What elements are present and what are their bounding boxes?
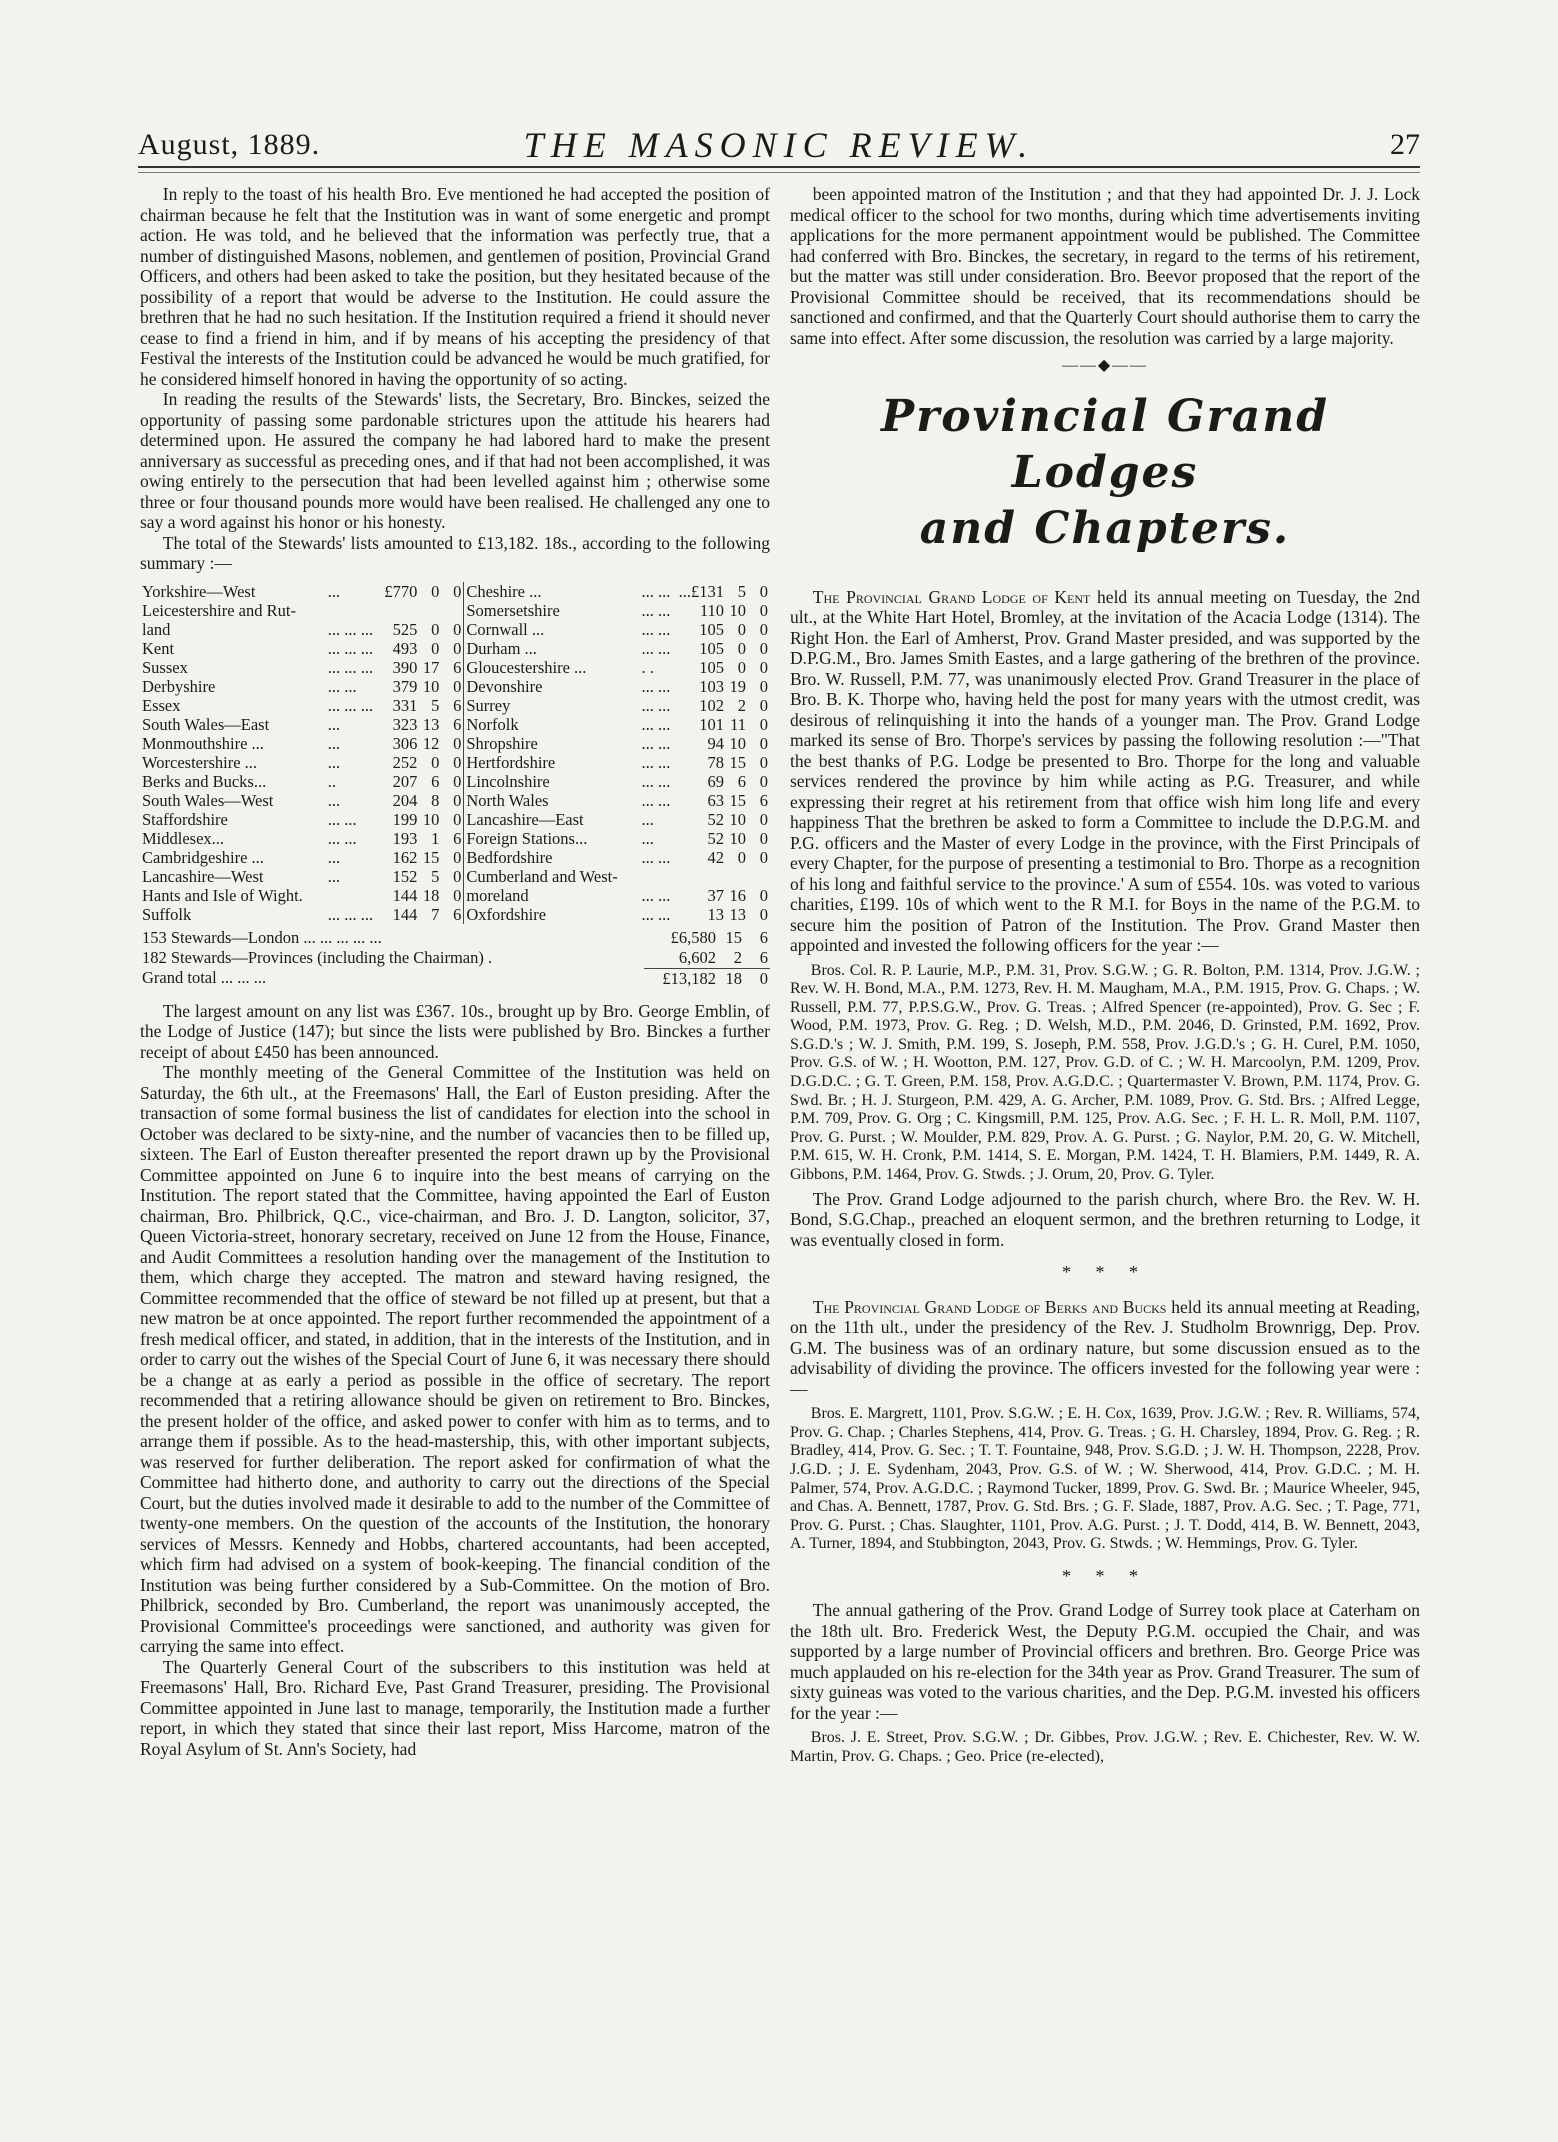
left-shillings: 1 — [431, 828, 440, 848]
right-pence: 0 — [759, 904, 768, 924]
right-pence: 0 — [759, 847, 768, 867]
right-shillings: 15 — [729, 752, 746, 772]
left-shillings: 12 — [422, 733, 440, 753]
right-county-name: Foreign Stations... — [466, 828, 588, 848]
right-leader-dots: ... ... — [641, 771, 671, 791]
left-pounds: 331 — [392, 695, 418, 715]
right-pounds: 63 — [707, 790, 724, 810]
right-pence: 0 — [759, 809, 768, 829]
table-row — [140, 601, 770, 620]
paragraph-quarterly-court: The Quarterly General Court of the subscribers to this institution was held at Freemasons' Hall, Bro. Richard Eve, Past Grand Treasurer, presiding. The Provisional Committee appointed in June last to manage, temporarily, the Institution made a further report, in which they stated that since their last report, Miss Harcome, matron of the Royal Asylum of St. Ann's Society, had — [140, 1656, 770, 1759]
right-pounds: 101 — [699, 714, 724, 734]
left-shillings: 0 — [431, 619, 440, 639]
right-shillings: 10 — [729, 828, 746, 848]
left-county-name: Leicestershire and Rut- — [142, 600, 296, 620]
left-county-name: Essex — [142, 695, 181, 715]
left-leader-dots: ... — [327, 714, 341, 734]
left-pence: 0 — [441, 772, 464, 791]
right-county-name: moreland — [466, 885, 529, 905]
left-leader-dots: ... ... ... — [327, 638, 374, 658]
table-row — [140, 810, 770, 829]
left-shillings: 17 — [422, 657, 440, 677]
paragraph-continuation: been appointed matron of the Institution ; and that they had appointed Dr. J. J. Lock medical officer to the school for two months, during which time advertisements inviting applications for the more permanent appointment would be published. The Committee had conferred with Bro. Binckes, the secretary, in regard to the terms of his retirement, but the matter was still under consideration. Bro. Beevor proposed that the report of the Provisional Committee should be received, that its recommendations should be sanctioned and confirmed, and that the Quarterly Court should authorise them to carry the same into effect. After some discussion, the resolution was carried by a large majority. — [790, 184, 1420, 348]
right-shillings: 10 — [729, 733, 746, 753]
paragraph-largest-amount: The largest amount on any list was £367. 10s., brought up by Bro. George Emblin, of the Lodge of Justice (147); but since the lists were published by Bro. Binckes a further receipt of about £450 has been announced. — [140, 1000, 770, 1062]
right-leader-dots: ... ... — [641, 733, 671, 753]
left-shillings: 18 — [422, 885, 440, 905]
left-pence — [441, 601, 464, 620]
left-shillings: 6 — [431, 771, 440, 791]
right-county-name: Lincolnshire — [466, 771, 550, 791]
left-pence: 0 — [441, 886, 464, 905]
right-pounds: 78 — [707, 752, 724, 772]
summary-table-body — [140, 582, 770, 924]
kent-officers-list: Bros. Col. R. P. Laurie, M.P., P.M. 31, Prov. S.G.W. ; G. R. Bolton, P.M. 1314, Prov. J.G.W. ; Rev. W. H. Bond, M.A., P.M. 1273, Rev. H. M. Maugham, M.A., P.M. 1915, Prov. G. Chaps. ; W. Russell, P.M. 77, P.P.S.G.W., Prov. G. Treas. ; Alfred Spencer (re-appointed), Prov. G. Sec ; F. Wood, P.M. 1973, Prov. G. Reg. ; D. Welsh, M.D., P.M. 2046, D. Grinsted, P.M. 1692, Prov. S.G.D.'s ; W. J. Smith, P.M. 199, S. Joseph, P.M. 558, Prov. J.G.D.'s ; G. H. Curel, P.M. 1050, Prov. G.S. of W. ; H. Wootton, P.M. 127, Prov. G.D. of C. ; W. H. Marcoolyn, P.M. 1209, Prov. D.G.D.C. ; G. T. Green, P.M. 158, Prov. A.G.D.C. ; Quartermaster V. Brown, P.M. 1174, Prov. G. Swd. Br. ; H. J. Sturgeon, P.M. 429, A. G. Archer, P.M. 1089, Prov. G. Std. Brs. ; Alfred Legge, P.M. 709, Prov. G. Org ; C. Kingsmill, P.M. 125, Prov. A.G. Sec. ; F. H. L. R. Moll, P.M. 1107, Prov. G. Purst. ; W. Moulder, P.M. 829, Prov. A. G. Purst. ; G. Naylor, P.M. 20, G. W. Mitchell, P.M. 615, W. H. Cronk, P.M. 1414, S. E. Morgan, P.M. 1424, T. H. Blamiers, P.M. 1449, R. A. Gibbons, P.M. 1464, Prov. G. Stwds. ; J. Orum, 20, Prov. G. Tyler. — [790, 961, 1420, 1184]
left-county-name: Staffordshire — [142, 809, 228, 829]
table-row — [140, 734, 770, 753]
left-pounds — [381, 601, 419, 620]
right-leader-dots: ... ... — [641, 581, 671, 601]
left-county-name: Derbyshire — [142, 676, 216, 696]
left-leader-dots: ... ... ... — [327, 619, 374, 639]
right-leader-dots: ... ... — [641, 790, 671, 810]
right-county-name: Shropshire — [466, 733, 538, 753]
table-row — [140, 696, 770, 715]
right-pence: 0 — [759, 714, 768, 734]
total-label: 182 Stewards—Provinces (including the Chairman) . — [142, 947, 493, 967]
right-leader-dots: ... ... — [641, 600, 671, 620]
right-county-name: Hertfordshire — [466, 752, 556, 772]
right-leader-dots: ... ... — [641, 847, 671, 867]
right-shillings: 2 — [737, 695, 746, 715]
left-pounds: 525 — [392, 619, 418, 639]
right-pounds: 102 — [699, 695, 724, 715]
left-pence: 6 — [441, 715, 464, 734]
right-leader-dots: ... ... — [641, 904, 671, 924]
section-separator: * * * — [1062, 1262, 1148, 1283]
right-shillings — [726, 867, 748, 886]
right-county-name: Devonshire — [466, 676, 543, 696]
left-pounds: 252 — [392, 752, 418, 772]
right-pence: 0 — [759, 733, 768, 753]
left-pounds: 207 — [392, 771, 418, 791]
table-row — [140, 829, 770, 848]
right-pence: 0 — [759, 885, 768, 905]
right-leader-dots: ... ... — [641, 885, 671, 905]
left-shillings: 5 — [431, 695, 440, 715]
left-county-name: Monmouthshire ... — [142, 733, 264, 753]
left-shillings — [419, 601, 441, 620]
left-shillings: 15 — [422, 847, 440, 867]
left-leader-dots — [326, 886, 382, 905]
right-shillings: 13 — [729, 904, 746, 924]
left-pence: 0 — [441, 867, 464, 886]
left-pence: 6 — [441, 829, 464, 848]
table-row — [140, 582, 770, 601]
right-pence: 0 — [759, 619, 768, 639]
left-county-name: South Wales—East — [142, 714, 270, 734]
right-county-name: Cumberland and West- — [466, 866, 618, 886]
right-leader-dots: ... ... — [641, 714, 671, 734]
left-pence: 0 — [441, 753, 464, 772]
right-pence: 0 — [759, 676, 768, 696]
left-county-name: Middlesex... — [142, 828, 225, 848]
left-leader-dots: .. — [327, 771, 336, 791]
left-leader-dots: ... ... ... — [327, 657, 374, 677]
right-leader-dots: ... ... — [641, 752, 671, 772]
right-pence: 6 — [759, 790, 768, 810]
left-pence: 6 — [441, 905, 464, 924]
left-county-name: land — [142, 619, 171, 639]
left-pence: 0 — [441, 582, 464, 601]
left-pence: 0 — [441, 620, 464, 639]
right-pounds: 42 — [707, 847, 724, 867]
left-leader-dots: ... ... — [327, 828, 357, 848]
left-shillings: 10 — [422, 676, 440, 696]
right-shillings: 16 — [729, 885, 746, 905]
left-pounds: 323 — [392, 714, 418, 734]
left-pounds: £770 — [384, 581, 418, 601]
right-pence: 0 — [759, 752, 768, 772]
right-pence: 0 — [759, 771, 768, 791]
kent-lead: The Provincial Grand Lodge of Kent — [812, 586, 1091, 607]
table-row — [140, 791, 770, 810]
right-shillings: 11 — [730, 714, 746, 734]
right-pence: 0 — [759, 695, 768, 715]
table-row — [140, 715, 770, 734]
right-shillings: 5 — [737, 581, 746, 601]
left-county-name: Sussex — [142, 657, 188, 677]
right-pounds: 105 — [699, 619, 724, 639]
left-pence: 0 — [441, 734, 464, 753]
right-pence — [748, 867, 770, 886]
table-row — [140, 753, 770, 772]
left-leader-dots: ... ... ... — [327, 904, 374, 924]
right-pounds: 94 — [707, 733, 724, 753]
table-row — [140, 772, 770, 791]
berks-body: held its annual meeting at Reading, on the 11th ult., under the presidency of the Rev. J. Studholm Brownrigg, Dep. Prov. G.M. The business was of an ordinary nature, but some discussion ensued as to the advisability of dividing the province. The officers invested for the following year were :— — [790, 1296, 1420, 1399]
right-leader-dots: ... — [641, 809, 654, 829]
right-county-name: North Wales — [466, 790, 549, 810]
page-number: 27 — [1390, 128, 1420, 161]
left-county-name: Worcestershire ... — [142, 752, 258, 772]
left-county-name: Kent — [142, 638, 175, 658]
left-leader-dots: ... ... ... — [327, 695, 374, 715]
left-pence: 0 — [441, 639, 464, 658]
section-ornament: ——◆—— — [1061, 357, 1149, 374]
right-leader-dots: . . — [641, 657, 654, 677]
paragraph-surrey: The annual gathering of the Prov. Grand Lodge of Surrey took place at Caterham on the 18th ult. Bro. Frederick West, the Deputy P.G.M. occupied the Chair, and was supported by a large number of Provincial officers and brethren. Bro. George Price was much applauded on his re-election for the 34th year as Prov. Grand Treasurer. The sum of sixty guineas was voted to the various charities, and the Dep. P.G.M. invested his officers for the year :— — [790, 1600, 1420, 1723]
right-pounds — [677, 867, 726, 886]
right-pounds: 52 — [707, 828, 724, 848]
left-pounds: 306 — [392, 733, 418, 753]
total-label: 153 Stewards—London ... ... ... ... ... — [142, 927, 382, 947]
total-pounds: 6,602 — [678, 947, 716, 967]
right-leader-dots: ... ... — [641, 676, 671, 696]
right-column — [790, 184, 1420, 2104]
header-rule-thin — [138, 172, 1420, 173]
table-row — [140, 658, 770, 677]
grand-total-pounds: £13,182 — [644, 968, 718, 989]
paragraph-toast-reply: In reply to the toast of his health Bro. Eve mentioned he had accepted the position of chairman because he felt that the Institution was in want of some energetic and prompt action. He was told, and he believed that the information was perfectly true, that a number of distinguished Masons, noblemen, and gentlemen of position, Provincial Grand Officers, and others had been asked to take the position, but they hesitated because of the possibility of a report that would be adverse to the Institution. He could assure the brethren that he had no such hesitation. If the Institution required a friend it should never cease to find a friend in him, and if by means of his accepting the presidency of that Festival the interests of the Institution could be advanced he would be much gratified, for he considered himself honored in having the opportunity of so acting. — [140, 184, 770, 389]
left-shillings: 0 — [431, 638, 440, 658]
right-shillings: 0 — [737, 619, 746, 639]
total-pence: 6 — [759, 947, 768, 967]
left-pence: 0 — [441, 677, 464, 696]
left-pence: 6 — [441, 658, 464, 677]
left-pounds: 144 — [392, 885, 418, 905]
grand-total-pence: 0 — [744, 968, 770, 989]
left-county-name: Suffolk — [142, 904, 192, 924]
right-county-name: Somersetshire — [466, 600, 560, 620]
publication-title: THE MASONIC REVIEW. — [523, 125, 1035, 165]
section-title-line-2: and Chapters. — [919, 502, 1291, 554]
header-rule — [138, 166, 1420, 168]
right-pounds: 103 — [699, 676, 724, 696]
paragraph-kent — [790, 587, 1420, 956]
table-row — [140, 677, 770, 696]
section-title-line-1: Provincial Grand Lodges — [881, 390, 1329, 498]
left-county-name: Cambridgeshire ... — [142, 847, 264, 867]
surrey-officers-list: Bros. J. E. Street, Prov. S.G.W. ; Dr. Gibbes, Prov. J.G.W. ; Rev. E. Chichester, Rev. W. W. Martin, Prov. G. Chaps. ; Geo. Price (re-elected), — [790, 1729, 1420, 1765]
right-leader-dots: ... — [641, 828, 654, 848]
left-leader-dots: ... — [327, 866, 341, 886]
left-pounds: 204 — [392, 790, 418, 810]
left-pounds: 152 — [392, 866, 418, 886]
left-leader-dots — [326, 601, 382, 620]
left-column — [140, 184, 770, 2104]
table-row — [140, 867, 770, 886]
right-shillings: 0 — [737, 638, 746, 658]
table-row — [140, 886, 770, 905]
right-county-name: Surrey — [466, 695, 511, 715]
right-shillings: 0 — [737, 657, 746, 677]
right-pence: 0 — [759, 828, 768, 848]
right-shillings: 19 — [729, 676, 746, 696]
left-leader-dots: ... — [327, 847, 341, 867]
left-county-name: Hants and Isle of Wight. — [142, 885, 303, 905]
page-header — [138, 122, 1420, 166]
left-pounds: 379 — [392, 676, 418, 696]
left-shillings: 10 — [422, 809, 440, 829]
paragraph-stewards-lists: In reading the results of the Stewards' lists, the Secretary, Bro. Binckes, seized the opportunity of passing some pardonable strictures upon the attitude his hearers had determined upon. He assured the company he had labored hard to make the present anniversary as successful as preceding ones, and if that had not been accomplished, it was owing entirely to the persecution that had been levelled against him ; otherwise some three or four thousand pounds more would have been realised. He challenged any one to say a word against his honor or his honesty. — [140, 389, 770, 532]
right-leader-dots: ... ... — [641, 695, 671, 715]
issue-date: August, 1889. — [138, 128, 321, 161]
section-title — [790, 389, 1420, 557]
paragraph-kent-adjourned: The Prov. Grand Lodge adjourned to the parish church, where Bro. the Rev. W. H. Bond, S.G.Chap., preached an eloquent sermon, and the brethren returning to Lodge, it was eventually closed in form. — [790, 1188, 1420, 1250]
left-shillings: 0 — [431, 752, 440, 772]
left-pence: 0 — [441, 810, 464, 829]
table-row — [140, 639, 770, 658]
left-pounds: 493 — [392, 638, 418, 658]
left-pence: 6 — [441, 696, 464, 715]
right-pence: 0 — [759, 600, 768, 620]
left-pence: 0 — [441, 848, 464, 867]
right-shillings: 10 — [729, 600, 746, 620]
left-pounds: 193 — [392, 828, 418, 848]
right-shillings: 15 — [729, 790, 746, 810]
total-shillings: 15 — [725, 927, 742, 947]
right-pounds: 37 — [707, 885, 724, 905]
paragraph-berks-bucks — [790, 1297, 1420, 1400]
right-pounds: 69 — [707, 771, 724, 791]
left-pounds: 162 — [392, 847, 418, 867]
left-pence: 0 — [441, 791, 464, 810]
right-pence: 0 — [759, 657, 768, 677]
right-county-name: Bedfordshire — [466, 847, 553, 867]
left-shillings: 7 — [431, 904, 440, 924]
paragraph-summary-intro: The total of the Stewards' lists amounted to £13,182. 18s., according to the following summary :— — [140, 532, 770, 573]
table-row — [140, 905, 770, 924]
left-shillings: 13 — [422, 714, 440, 734]
kent-body: held its annual meeting on Tuesday, the 2nd ult., at the White Hart Hotel, Bromley, at the invitation of the Acacia Lodge (1314). The Right Hon. the Earl of Amherst, Prov. Grand Master presided, and was supported by the D.P.G.M., Bro. James Smith Eastes, and a large gathering of the brethren of the province. Bro. W. Russell, P.M. 77, was unanimously elected Prov. Grand Treasurer in the place of Bro. B. K. Thorpe who, having held the post for many years with the utmost credit, was desirous of relinquishing it into the hands of a younger man. The Prov. Grand Lodge marked its sense of Bro. Thorpe's services by passing the following resolution :—"That the best thanks of P.G. Lodge be presented to Bro. Thorpe for the long and valuable services rendered the province by him while acting as P.G. Treasurer, and while expressing their regret at his retirement from that office wish him long life and every happiness That the brethren be asked to form a Committee to include the D.P.G.M. and P.G. officers and the Master of every Lodge in the province, with the First Principals of every Chapter, for the purpose of presenting a testimonial to Bro. Thorpe as a recognition of his long and faithful service to the province.' A sum of £554. 10s. was voted to various charities, £199. 10s of which went to the R M.I. for Boys in the name of the P.G.M. to secure him the position of Patron of the Institution. The Prov. Grand Master then appointed and invested the following officers for the year :— — [790, 586, 1420, 955]
right-pounds: ...£131 — [678, 581, 724, 601]
right-shillings: 0 — [737, 847, 746, 867]
right-county-name: Lancashire—East — [466, 809, 584, 829]
right-pence: 0 — [759, 638, 768, 658]
stewards-totals — [140, 928, 770, 989]
left-county-name: Berks and Bucks... — [142, 771, 267, 791]
total-row-provinces — [140, 948, 770, 969]
total-pence: 6 — [759, 927, 768, 947]
paragraph-general-committee: The monthly meeting of the General Committee of the Institution was held on Saturday, the 6th ult., at the Freemasons' Hall, the Earl of Euston presiding. After the transaction of some formal business the list of candidates for election into the school in October was declared to be sixty-nine, and the number of vacancies then to be filled up, sixteen. The Earl of Euston thereafter presented the report drawn up by the Provisional Committee appointed on June 6 to inquire into the best means of carrying on the Institution. The report stated that the Committee, having appointed the Earl of Euston chairman, Bro. Philbrick, Q.C., vice-chairman, and Bro. J. D. Langton, solicitor, 37, Queen Victoria-street, honorary secretary, received on June 12 from the House, Finance, and Audit Committees a resolution handing over the management of the Institution to them, which charge they accepted. The matron and steward having resigned, the Committee recommended that the office of steward be not filled up at present, but that a new matron be at once appointed. The report further recommended the appointment of a fresh medical officer, and stated, in addition, that in the interests of the Institution, and in order to carry out the wishes of the Special Court of June 6, it was necessary there should be a change at as early a period as possible in the office of secretary. The report recommended that a retiring allowance should be given on retirement to Bro. Binckes, the present holder of the office, and asked power to confer with him as to terms, and to arrange them if possible. As to the head-mastership, this, with other important subjects, was reserved for further deliberation. The report asked for confirmation of what the Committee had hitherto done, and authority to carry out the directions of the Special Court, but the duties involved made it desirable to add to the number of the Committee of twenty-one members. On the question of the accounts of the Institution, the honorary services of Messrs. Kennedy and Hobbs, chartered accountants, had been accepted, which firm had advised on a system of book-keeping. The financial condition of the Institution was being further considered by a Sub-Committee. On the motion of Bro. Philbrick, seconded by Bro. Cumberland, the report was unanimously accepted, the Provisional Committee's proceedings were sanctioned, and authority was given for carrying the same into effect. — [140, 1062, 770, 1656]
right-leader-dots: ... ... — [641, 638, 671, 658]
left-pounds: 199 — [392, 809, 418, 829]
right-shillings: 10 — [729, 809, 746, 829]
berks-lead: The Provincial Grand Lodge of Berks and Bucks — [812, 1296, 1167, 1317]
grand-total-row — [140, 968, 770, 989]
table-row — [140, 620, 770, 639]
left-leader-dots: ... ... — [327, 809, 357, 829]
right-county-name: Cheshire ... — [466, 581, 542, 601]
right-county-name: Cornwall ... — [466, 619, 545, 639]
right-shillings: 6 — [737, 771, 746, 791]
left-county-name: Lancashire—West — [142, 866, 264, 886]
right-county-name: Oxfordshire — [466, 904, 547, 924]
table-row — [140, 848, 770, 867]
left-leader-dots: ... ... — [327, 676, 357, 696]
right-county-name: Gloucestershire ... — [466, 657, 587, 677]
stewards-summary-table — [140, 582, 770, 924]
total-row-london — [140, 928, 770, 948]
left-shillings: 5 — [431, 866, 440, 886]
right-leader-dots: ... ... — [641, 619, 671, 639]
right-pence: 0 — [759, 581, 768, 601]
total-shillings: 2 — [733, 947, 742, 967]
left-leader-dots: ... — [327, 752, 341, 772]
left-leader-dots: ... — [327, 733, 341, 753]
left-leader-dots: ... — [327, 790, 341, 810]
left-leader-dots: ... — [327, 581, 341, 601]
right-pounds: 13 — [707, 904, 724, 924]
left-county-name: Yorkshire—West — [142, 581, 256, 601]
left-shillings: 8 — [431, 790, 440, 810]
grand-total-label: Grand total ... ... ... — [142, 968, 267, 988]
right-pounds: 105 — [699, 657, 724, 677]
berks-officers-list: Bros. E. Margrett, 1101, Prov. S.G.W. ; E. H. Cox, 1639, Prov. J.G.W. ; Rev. R. Williams, 574, Prov. G. Chap. ; Charles Stephens, 414, Prov. G. Treas. ; G. H. Charsley, 1894, Prov. G. Reg. ; R. Bradley, 414, Prov. G. Sec. ; T. T. Fountaine, 948, Prov. S.G.D. ; J. W. H. Thompson, 2228, Prov. J.G.D. ; J. E. Sydenham, 2043, Prov. G.S. of W. ; W. Sherwood, 414, Prov. G.D.C. ; M. H. Palmer, 574, Prov. A.G.D.C. ; Raymond Tucker, 1899, Prov. G. Swd. Br. ; Maurice Wheeler, 945, and Chas. A. Bennett, 1787, Prov. G. Std. Brs. ; G. F. Slade, 1887, Prov. A.G. Sec. ; T. Page, 771, Prov. G. Purst. ; Chas. Slaughter, 1101, Prov. A.G. Purst. ; J. T. Dodd, 414, B. W. Bennett, 2043, A. Turner, 1894, and Stubbington, 2043, Prov. G. Stwds. ; W. Hemmings, Prov. G. Tyler. — [790, 1405, 1420, 1553]
right-pounds: 110 — [699, 600, 724, 620]
total-pounds: £6,580 — [670, 927, 716, 947]
right-pounds: 52 — [707, 809, 724, 829]
right-county-name: Durham ... — [466, 638, 537, 658]
section-separator: * * * — [1062, 1565, 1148, 1586]
right-leader-dots — [640, 867, 677, 886]
left-pounds: 144 — [392, 904, 418, 924]
left-pounds: 390 — [392, 657, 418, 677]
left-shillings: 0 — [431, 581, 440, 601]
right-pounds: 105 — [699, 638, 724, 658]
left-county-name: South Wales—West — [142, 790, 274, 810]
right-county-name: Norfolk — [466, 714, 519, 734]
grand-total-shillings: 18 — [718, 968, 744, 989]
